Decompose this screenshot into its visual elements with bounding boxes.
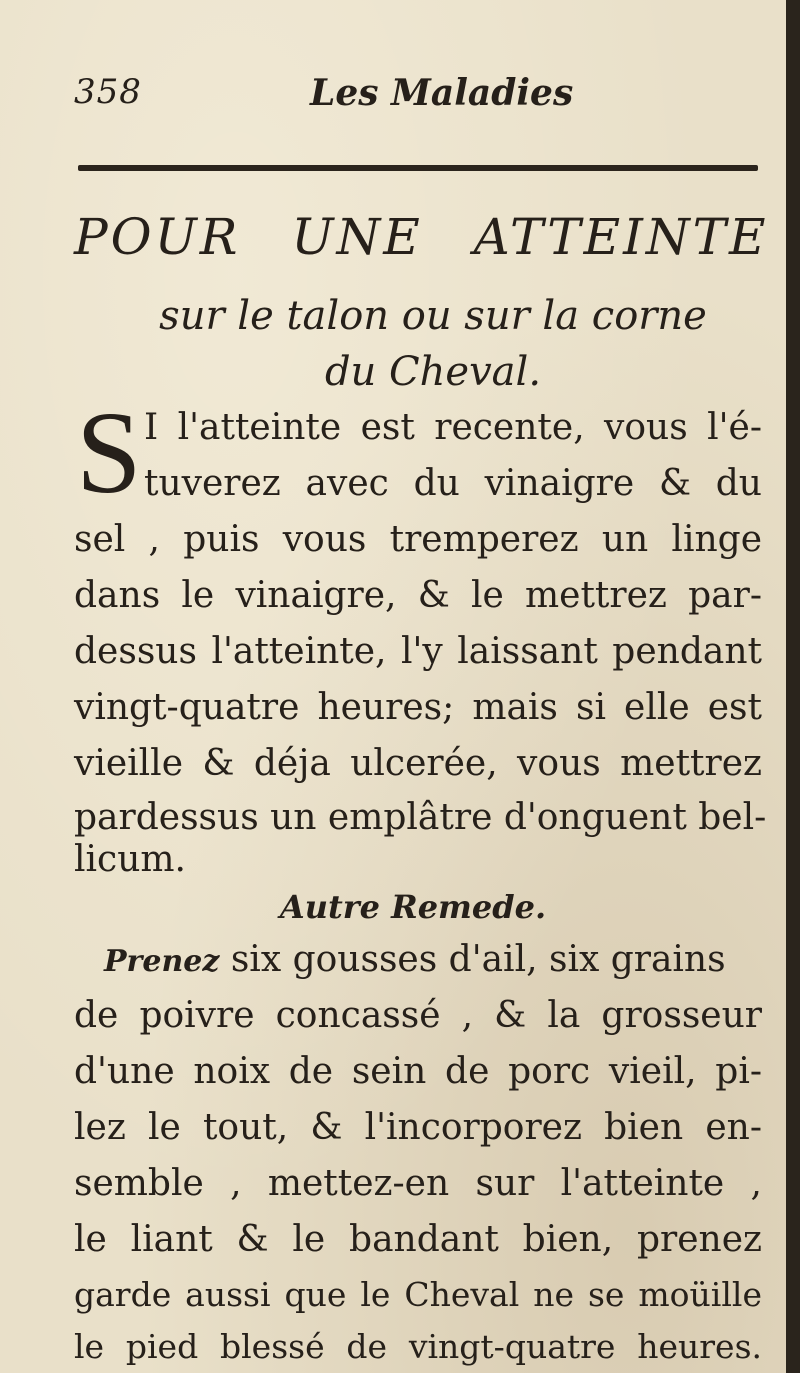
section-subtitle-line-2: du Cheval. bbox=[324, 349, 542, 395]
paragraph-2-line-8: le pied blessé de vingt-quatre heures. bbox=[74, 1327, 762, 1366]
page-edge-shadow bbox=[786, 0, 800, 1373]
paragraph-1-line-5: dessus l'atteinte, l'y laissant pendant bbox=[74, 631, 762, 672]
paragraph-1-line-8: pardessus un emplâtre d'onguent bel- bbox=[74, 797, 767, 838]
remedy-heading: Autre Remede. bbox=[279, 888, 547, 926]
paragraph-2-line-3: d'une noix de sein de porc vieil, pi- bbox=[74, 1051, 762, 1092]
paragraph-2-line-6: le liant & le bandant bien, prenez bbox=[74, 1219, 762, 1260]
paragraph-2-line-2: de poivre concassé , & la grosseur bbox=[74, 995, 762, 1036]
paragraph-2-line-1-text: six gousses d'ail, six grains bbox=[219, 939, 726, 980]
paragraph-1-line-6: vingt-quatre heures; mais si elle est bbox=[74, 687, 762, 728]
header-rule bbox=[78, 165, 758, 171]
paragraph-1-line-7: vieille & déja ulcerée, vous mettrez bbox=[74, 743, 762, 784]
paragraph-2-line-4: lez le tout, & l'incorporez bien en- bbox=[74, 1107, 762, 1148]
paragraph-1-line-9: licum. bbox=[74, 839, 186, 880]
drop-cap: S bbox=[76, 387, 142, 518]
running-title: Les Maladies bbox=[310, 72, 574, 114]
paragraph-1-line-1: I l'atteinte est recente, vous l'é- bbox=[144, 407, 762, 448]
page-number: 358 bbox=[74, 72, 142, 112]
paragraph-2-line-1 bbox=[104, 939, 762, 980]
section-title: POUR UNE ATTEINTE bbox=[74, 208, 769, 266]
paragraph-2-line-5: semble , mettez-en sur l'atteinte , bbox=[74, 1163, 762, 1204]
section-subtitle-line-1: sur le talon ou sur la corne bbox=[159, 293, 707, 339]
page-header bbox=[0, 0, 786, 150]
paragraph-1-line-3: sel , puis vous tremperez un linge bbox=[74, 519, 762, 560]
paragraph-1-line-4: dans le vinaigre, & le mettrez par- bbox=[74, 575, 762, 616]
paragraph-1-line-2: tuverez avec du vinaigre & du bbox=[144, 463, 762, 504]
paragraph-2-line-7: garde aussi que le Cheval ne se moüille bbox=[74, 1275, 762, 1314]
paragraph-2-lead-word: Prenez bbox=[104, 944, 220, 979]
